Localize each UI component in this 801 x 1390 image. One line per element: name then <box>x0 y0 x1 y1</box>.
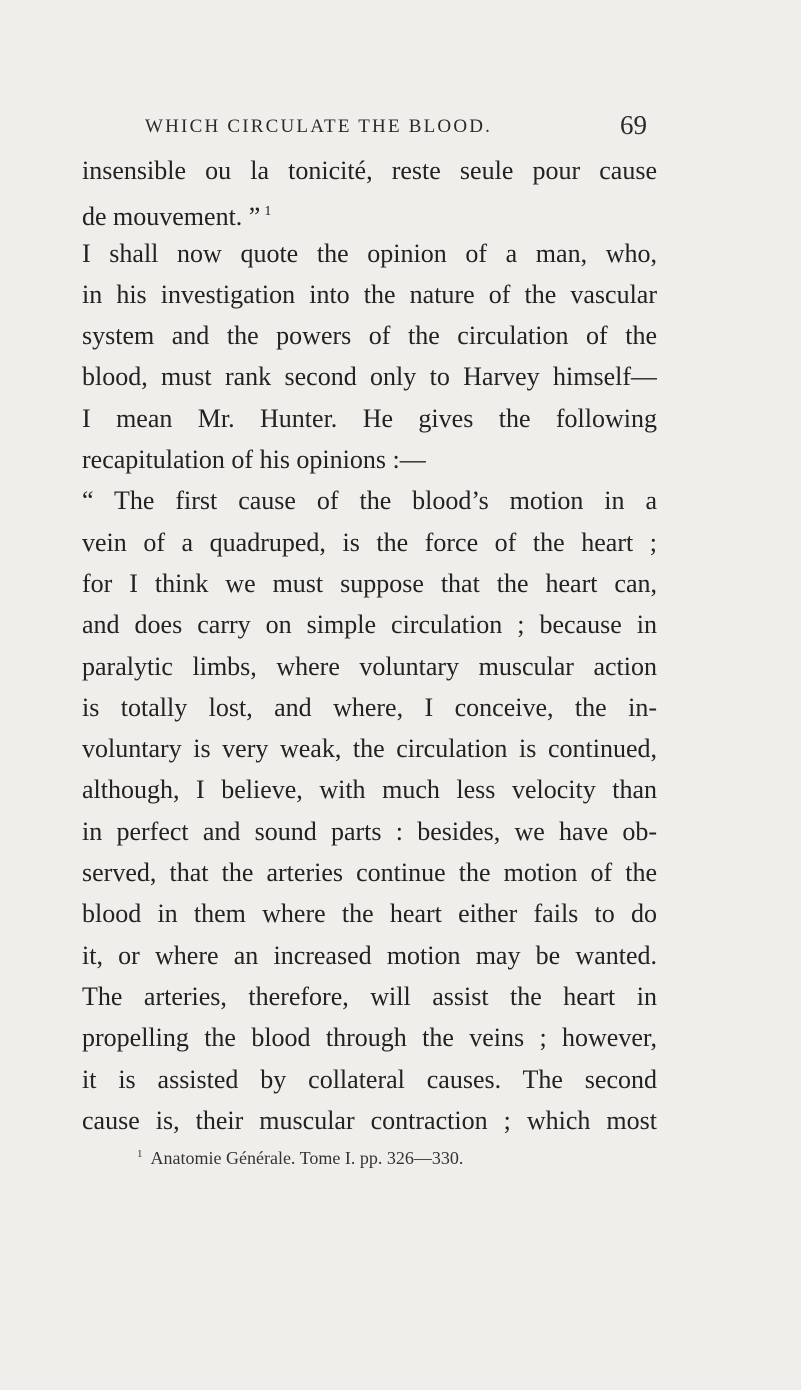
text-line: system and the powers of the circulation of the <box>82 321 657 351</box>
text-line: is totally lost, and where, I conceive, the in- <box>82 692 657 722</box>
text-line: “ The first cause of the blood’s motion in a <box>82 486 657 516</box>
text-line: voluntary is very weak, the circulation is continued, <box>82 734 657 764</box>
footnote-mark: 1 <box>137 1148 143 1160</box>
text-line: it, or where an increased motion may be wanted. <box>82 940 657 970</box>
text-line: in perfect and sound parts : besides, we have ob- <box>82 816 657 846</box>
footnote-text: Anatomie Générale. Tome I. pp. 326—330. <box>150 1148 464 1168</box>
text-line: for I think we must suppose that the heart can, <box>82 568 657 598</box>
footnote-reference: 1 <box>264 204 272 220</box>
body-text <box>82 150 657 1141</box>
text-line: The arteries, therefore, will assist the heart in <box>82 981 657 1011</box>
text-line: insensible ou la tonicité, reste seule pour cause <box>82 156 657 185</box>
text-line: cause is, their muscular contraction ; which most <box>82 1105 657 1135</box>
footnote <box>137 1148 463 1169</box>
text-line: I mean Mr. Hunter. He gives the following <box>82 403 657 433</box>
page-number: 69 <box>620 110 647 140</box>
text-line: I shall now quote the opinion of a man, who, <box>82 238 657 268</box>
running-head: WHICH CIRCULATE THE BLOOD. <box>145 116 493 137</box>
text-line: in his investigation into the nature of the vascular <box>82 279 657 309</box>
text-line: and does carry on simple circulation ; because in <box>82 610 657 640</box>
text-line: de mouvement. ” <box>82 202 261 232</box>
text-line: vein of a quadruped, is the force of the heart ; <box>82 527 657 557</box>
text-line: although, I believe, with much less velocity than <box>82 775 657 805</box>
text-line: blood, must rank second only to Harvey himself— <box>82 362 657 392</box>
text-line: paralytic limbs, where voluntary muscular action <box>82 651 657 681</box>
text-line: served, that the arteries continue the motion of the <box>82 858 657 888</box>
text-line-with-footnote-ref <box>82 191 657 232</box>
text-line: recapitulation of his opinions :— <box>82 445 426 475</box>
text-line: propelling the blood through the veins ; however, <box>82 1023 657 1053</box>
text-line: it is assisted by collateral causes. The second <box>82 1064 657 1094</box>
text-line: blood in them where the heart either fails to do <box>82 899 657 929</box>
